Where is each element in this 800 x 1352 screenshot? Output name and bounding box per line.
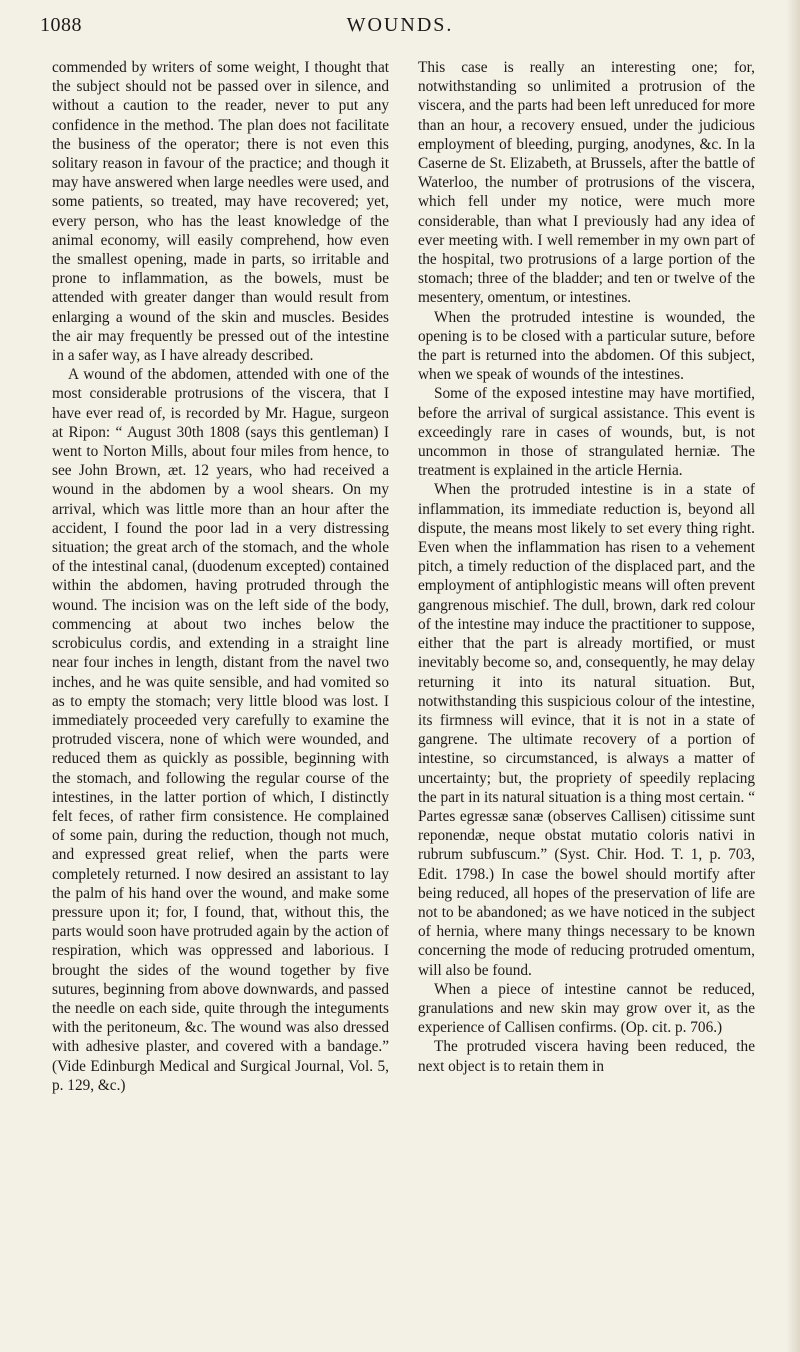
paragraph: The protruded viscera having been reduced, the next object is to retain them in <box>418 1038 755 1075</box>
paragraph: When a piece of intestine cannot be reduced, granulations and new skin may grow over it, as the experience of Callisen confirms. (Op. cit. p. 706.) <box>418 980 755 1037</box>
paragraph: Some of the exposed intestine may have mortified, before the arrival of surgical assistance. This event is exceedingly rare in cases of wounds, but, is not uncommon in those of strangulated herniæ. The treatment is explained in the article Hernia. <box>418 385 755 480</box>
running-head: WOUNDS. <box>346 14 454 36</box>
right-column <box>418 58 755 1076</box>
paragraph: commended by writers of some weight, I thought that the subject should not be passed over in silence, and without a caution to the reader, never to put any confidence in the method. The plan does not facilitate the business of the operator; there is not even this solitary reason in favour of the practice; and though it may have answered when large needles were used, and some patients, so treated, may have recovered; yet, every person, who has the least knowledge of the animal economy, will easily comprehend, how even the smallest opening, made in parts, so irritable and prone to inflammation, as the bowels, must be attended with greater danger than would result from enlarging a wound of the skin and muscles. Besides the air may frequently be pressed out of the intestine in a safer way, as I have already described. <box>52 59 389 365</box>
paragraph: When the protruded intestine is in a state of inflammation, its immediate reduction is, beyond all dispute, the means most likely to set every thing right. Even when the inflammation has risen to a vehement pitch, a timely reduction of the displaced part, and the employment of antiphlogistic means will often prevent gangrenous mischief. The dull, brown, dark red colour of the intestine may induce the practitioner to suppose, either that the part is already mortified, or must inevitably become so, and, consequently, he may delay returning it into its natural situation. But, notwithstanding this suspicious colour of the intestine, its firmness will evince, that it is not in a state of gangrene. The ultimate recovery of a portion of intestine, so circumstanced, is always a matter of uncertainty; but, the propriety of speedily replacing the part in its natural situation is a thing most certain. “ Partes egressæ sanæ (observes Callisen) citissime sunt reponendæ, neque obstat mutatio coloris nativi in rubrum subfuscum.” (Syst. Chir. Hod. T. 1, p. 703, Edit. 1798.) In case the bowel should mortify after being reduced, all hopes of the preservation of life are not to be abandoned; as we have noticed in the subject of hernia, where many things necessary to be known concerning the mode of reducing protruded omentum, will also be found. <box>418 481 755 979</box>
paragraph: When the protruded intestine is wounded, the opening is to be closed with a particular suture, before the part is returned into the abdomen. Of this subject, when we speak of wounds of the intestines. <box>418 308 755 384</box>
page-header <box>0 12 800 46</box>
left-column <box>52 58 389 1095</box>
paragraph: A wound of the abdomen, attended with one of the most considerable protrusions of the viscera, that I have ever read of, is recorded by Mr. Hague, surgeon at Ripon: “ August 30th 1808 (says this gentleman) I went to Norton Mills, about four miles from hence, to see John Brown, æt. 12 years, who had received a wound in the abdomen by a wool shears. On my arrival, which was little more than an hour after the accident, I found the poor lad in a very distressing situation; the great arch of the stomach, and the whole of the intestinal canal, (duodenum excepted) contained within the abdomen, having protruded through the wound. The incision was on the left side of the body, commencing at about two inches below the scrobiculus cordis, and extending in a straight line near four inches in length, distant from the navel two inches, and he was quite sensible, and had vomited so as to empty the stomach; very little blood was lost. I immediately proceeded very carefully to examine the protruded viscera, none of which were wounded, and reduced them as quickly as possible, beginning with the stomach, and following the regular course of the intestines, in the latter portion of which, I distinctly felt feces, of rather firm consistence. He complained of some pain, during the reduction, though not much, and expressed great relief, when the parts were completely returned. I now desired an assistant to lay the palm of his hand over the wound, and make some pressure upon it; for, I found, that, without this, the parts would soon have protruded again by the action of respiration, which was oppressed and laborious. I brought the sides of the wound together by five sutures, beginning from above downwards, and passed the needle on each side, quite through the integuments with the peritoneum, &c. The wound was also dressed with adhesive plaster, and covered with a bandage.” (Vide Edinburgh Medical and Surgical Journal, Vol. 5, p. 129, &c.) <box>52 366 389 1094</box>
paragraph: This case is really an interesting one; for, notwithstanding so unlimited a protrusion of the viscera, and the parts had been left unreduced for more than an hour, a recovery ensued, under the judicious employment of bleeding, purging, anodynes, &c. In la Caserne de St. Elizabeth, at Brussels, after the battle of Waterloo, the number of protrusions of the viscera, which fell under my notice, were much more considerable, than what I previously had any idea of ever meeting with. I well remember in my own part of the hospital, two protrusions of a large portion of the stomach; three of the bladder; and ten or twelve of the mesentery, omentum, or intestines. <box>418 59 755 307</box>
page-edge-shadow <box>786 0 800 1352</box>
page-number: 1088 <box>40 14 82 36</box>
